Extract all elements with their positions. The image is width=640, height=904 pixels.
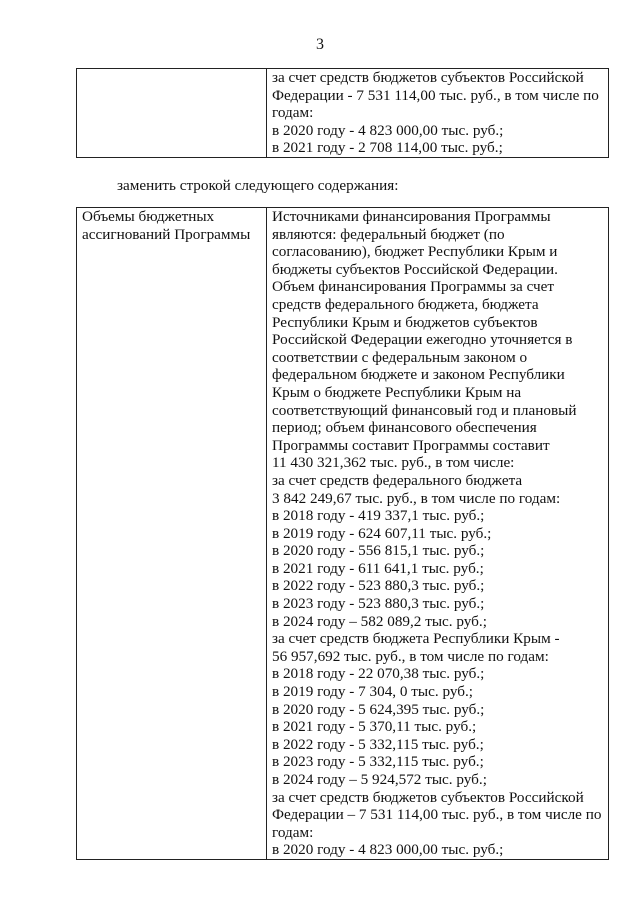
federal-budget-heading: за счет средств федерального бюджета	[272, 471, 523, 489]
text-line: являются: федеральный бюджет (по	[272, 225, 505, 243]
text-line: Объем финансирования Программы за счет	[272, 278, 555, 296]
federal-year-line: в 2022 году - 523 880,3 тыс. руб.;	[272, 577, 485, 595]
text-line: Республики Крым и бюджетов субъектов	[272, 313, 538, 331]
federal-year-line: в 2019 году - 624 607,11 тыс. руб.;	[272, 524, 492, 542]
text-line: Источниками финансирования Программы	[272, 208, 551, 225]
crimea-year-line: в 2021 году - 5 370,11 тыс. руб.;	[272, 718, 477, 736]
federal-year-line: в 2023 году - 523 880,3 тыс. руб.;	[272, 595, 485, 613]
federal-year-line: в 2021 году - 611 641,1 тыс. руб.;	[272, 559, 484, 577]
text-line: за счет средств бюджетов субъектов Российской	[272, 69, 584, 86]
text-line: соответствующий финансовый год и плановый	[272, 401, 577, 419]
budget-allocations-table	[76, 207, 609, 860]
text-line: федеральном бюджете и законом Республики	[272, 366, 565, 384]
text-line: Федерации - 7 531 114,00 тыс. руб., в том числе по	[272, 86, 599, 104]
regional-budgets-total: годам:	[272, 823, 314, 841]
text-line: бюджеты субъектов Российской Федерации.	[272, 260, 558, 278]
text-line: Программы составит Программы составит	[272, 436, 550, 454]
text-line: средств федерального бюджета, бюджета	[272, 295, 539, 313]
text-line: согласованию), бюджет Республики Крым и	[272, 243, 558, 261]
crimea-budget-total: 56 957,692 тыс. руб., в том числе по годам:	[272, 647, 549, 665]
top-table-right-cell	[267, 69, 609, 158]
text-line: в 2021 году - 2 708 114,00 тыс. руб.;	[272, 139, 503, 157]
text-line: Крым о бюджете Республики Крым на	[272, 383, 522, 401]
regional-budgets-total: Федерации – 7 531 114,00 тыс. руб., в том числе по	[272, 806, 602, 824]
funding-description-cell	[267, 208, 609, 860]
total-amount-line: 11 430 321,362 тыс. руб., в том числе:	[272, 454, 515, 472]
row-heading-cell	[77, 208, 267, 860]
row-heading-line: Объемы бюджетных	[82, 208, 215, 225]
regional-budgets-heading: за счет средств бюджетов субъектов Российской	[272, 788, 584, 806]
federal-year-line: в 2024 году – 582 089,2 тыс. руб.;	[272, 612, 487, 630]
regional-year-line: в 2020 году - 4 823 000,00 тыс. руб.;	[272, 841, 504, 859]
federal-year-line: в 2020 году - 556 815,1 тыс. руб.;	[272, 542, 485, 560]
text-line: в 2020 году - 4 823 000,00 тыс. руб.;	[272, 121, 504, 139]
crimea-budget-heading: за счет средств бюджета Республики Крым -	[272, 630, 560, 648]
crimea-year-line: в 2018 году - 22 070,38 тыс. руб.;	[272, 665, 485, 683]
top-table-left-cell	[77, 69, 267, 158]
table-row	[77, 208, 609, 860]
replacement-instruction: заменить строкой следующего содержания:	[117, 177, 399, 194]
table-row	[77, 69, 609, 158]
crimea-year-line: в 2023 году - 5 332,115 тыс. руб.;	[272, 753, 484, 771]
page-number: 3	[316, 36, 324, 53]
text-line: период; объем финансового обеспечения	[272, 419, 537, 437]
text-line: соответствии с федеральным законом о	[272, 348, 528, 366]
federal-budget-total: 3 842 249,67 тыс. руб., в том числе по годам:	[272, 489, 561, 507]
crimea-year-line: в 2020 году - 5 624,395 тыс. руб.;	[272, 700, 485, 718]
text-line: годам:	[272, 104, 314, 122]
federal-year-line: в 2018 году - 419 337,1 тыс. руб.;	[272, 507, 485, 525]
crimea-year-line: в 2019 году - 7 304, 0 тыс. руб.;	[272, 683, 473, 701]
crimea-year-line: в 2022 году - 5 332,115 тыс. руб.;	[272, 735, 484, 753]
top-table-fragment	[76, 68, 609, 158]
text-line: Российской Федерации ежегодно уточняется в	[272, 331, 573, 349]
row-heading-line: ассигнований Программы	[82, 225, 251, 243]
crimea-year-line: в 2024 году – 5 924,572 тыс. руб.;	[272, 771, 487, 788]
